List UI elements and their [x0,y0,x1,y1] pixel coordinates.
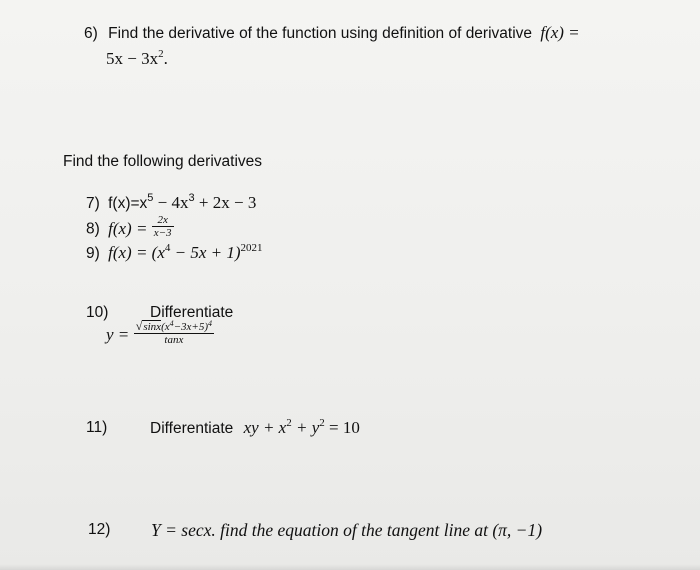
q6-line1 [84,23,580,43]
q10-fraction [134,320,214,346]
q9-lhs: f(x) = (x [108,243,165,262]
q11-exp2: 2 [319,417,325,429]
q10-num-poly: (x [161,321,170,333]
q10-num-mid: −3x+5) [173,321,209,333]
q6-number: 6) [84,25,98,42]
q10-equation [106,319,214,348]
section-heading: Find the following derivatives [63,153,263,170]
q6-expr-a: 5x − 3x [106,49,159,68]
q7-exp1: 5 [147,192,154,204]
q9-mid: − 5x + 1) [170,243,241,262]
q9-line [86,243,263,263]
q10-numerator [134,320,214,334]
q8-denominator: x−3 [153,227,172,239]
q7-number: 7) [86,195,100,212]
page-bottom-shadow [0,564,700,570]
q7-expr [108,192,257,212]
q7-exp2: 3 [188,192,195,204]
q7-line [86,193,256,213]
q6-expr-exp: 2 [158,48,164,60]
q10-sqrt [136,320,161,333]
q9-expr [108,243,262,262]
q7-rest: + 2x − 3 [194,193,257,212]
q8-fraction [152,214,174,239]
q6-text: Find the derivative of the function using definition of derivative [108,25,533,42]
q9-exp1: 4 [164,242,171,254]
q8-line [86,214,174,242]
q10-lhs: y = [106,325,130,344]
q11-eq-b: + y [291,418,320,437]
q7-mid: − 4x [153,193,189,212]
q10-sqrt-arg: sinx [143,321,162,333]
q10-num-exp2: 4 [208,319,213,328]
sqrt-icon: √ [135,319,143,333]
q8-lhs: f(x) = [108,218,148,238]
q10-instruction: Differentiate [150,304,234,321]
q10-number: 10) [86,304,109,321]
q11-line [150,418,360,438]
q6-line2 [106,49,168,69]
q10-denominator: tanx [164,334,184,346]
q12-number: 12) [88,521,111,538]
q11-equation [244,418,360,437]
q11-exp1: 2 [286,417,292,429]
q9-number: 9) [86,245,100,262]
q11-number: 11) [86,419,108,436]
q6-fx: f(x) = [540,23,580,42]
q9-exp2: 2021 [240,242,263,254]
q12-text: Y = secx. find the equation of the tangent line at (π, −1) [151,520,543,540]
q10-num-exp1: 4 [169,319,174,328]
q11-instruction: Differentiate [150,420,234,437]
q8-numerator: 2x [152,214,174,227]
q11-eq-a: xy + x [243,418,287,437]
q8-number: 8) [86,220,100,238]
q7-lhs: f(x)=x [108,195,148,212]
q11-eq-c: = 10 [324,418,360,437]
q6-expr-end: . [163,49,168,68]
